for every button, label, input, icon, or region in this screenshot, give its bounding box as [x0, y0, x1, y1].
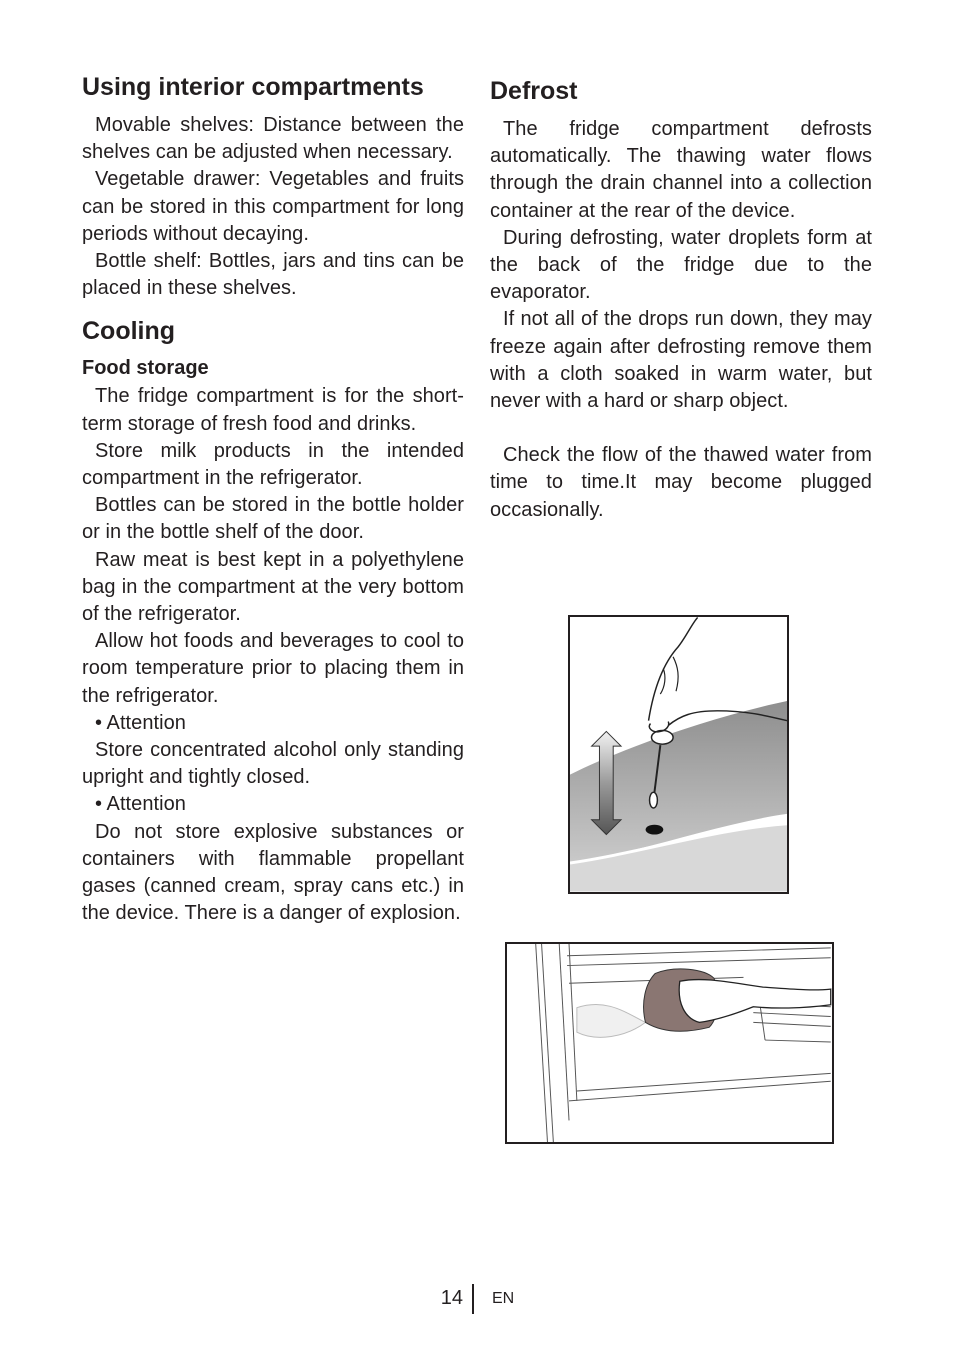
paragraph-check-flow: Check the flow of the thawed water from time to time.It may become plugged occasionally.: [490, 444, 872, 521]
wiping-interior-illustration: [507, 944, 832, 1142]
figure-wiping-interior: [505, 942, 834, 1144]
paragraph-food-5: Allow hot foods and beverages to cool to room temperature prior to placing them in the refrigerator.: [82, 630, 464, 707]
drain-cleaning-illustration: [570, 617, 787, 892]
attention-label-2: • Attention: [95, 793, 186, 816]
section-title-cooling: Cooling: [82, 317, 176, 346]
footer-divider: [472, 1284, 474, 1314]
paragraph-defrost-2: During defrosting, water droplets form at the back of the fridge due to the evaporator.: [490, 226, 872, 304]
page-number: 14: [440, 1287, 463, 1309]
language-code: EN: [492, 1290, 515, 1307]
paragraph-food-1: The fridge compartment is for the short-term storage of fresh food and drinks.: [82, 385, 464, 435]
figure-drain-cleaning: [568, 615, 789, 894]
paragraph-food-3: Bottles can be stored in the bottle holder or in the bottle shelf of the door.: [82, 494, 464, 544]
paragraph-movable-shelves: Movable shelves: Distance between the shelves can be adjusted when necessary.: [82, 114, 464, 164]
section-title-defrost: Defrost: [490, 77, 578, 105]
paragraph-defrost-3: If not all of the drops run down, they may freeze again after defrosting remove them with a cloth soaked in warm water, but never with a hard or sharp object.: [490, 308, 872, 413]
right-column: [490, 76, 872, 524]
attention-label-1: • Attention: [95, 711, 186, 734]
subheading-food-storage: Food storage: [82, 357, 209, 380]
left-column: [82, 72, 464, 927]
section-title-interior-compartments: Using interior compartments: [82, 73, 424, 101]
paragraph-food-2: Store milk products in the intended compartment in the refrigerator.: [82, 439, 464, 490]
page-footer: [0, 1284, 954, 1316]
paragraph-food-4: Raw meat is best kept in a polyethylene bag in the compartment at the very bottom of the refrigerator.: [82, 548, 464, 626]
paragraph-spacer: [490, 415, 872, 442]
paragraph-defrost-1: The fridge compartment defrosts automatically. The thawing water flows through the drain channel into a collection container at the rear of the device.: [490, 118, 872, 222]
paragraph-alcohol: Store concentrated alcohol only standing upright and tightly closed.: [82, 739, 464, 789]
paragraph-vegetable-drawer: Vegetable drawer: Vegetables and fruits can be stored in this compartment for long periods without decaying.: [82, 168, 464, 245]
paragraph-bottle-shelf: Bottle shelf: Bottles, jars and tins can be placed in these shelves.: [82, 250, 464, 300]
paragraph-explosive: Do not store explosive substances or containers with flammable propellant gases (canned cream, spray cans etc.) in the device. There is a danger of explosion.: [82, 820, 464, 925]
